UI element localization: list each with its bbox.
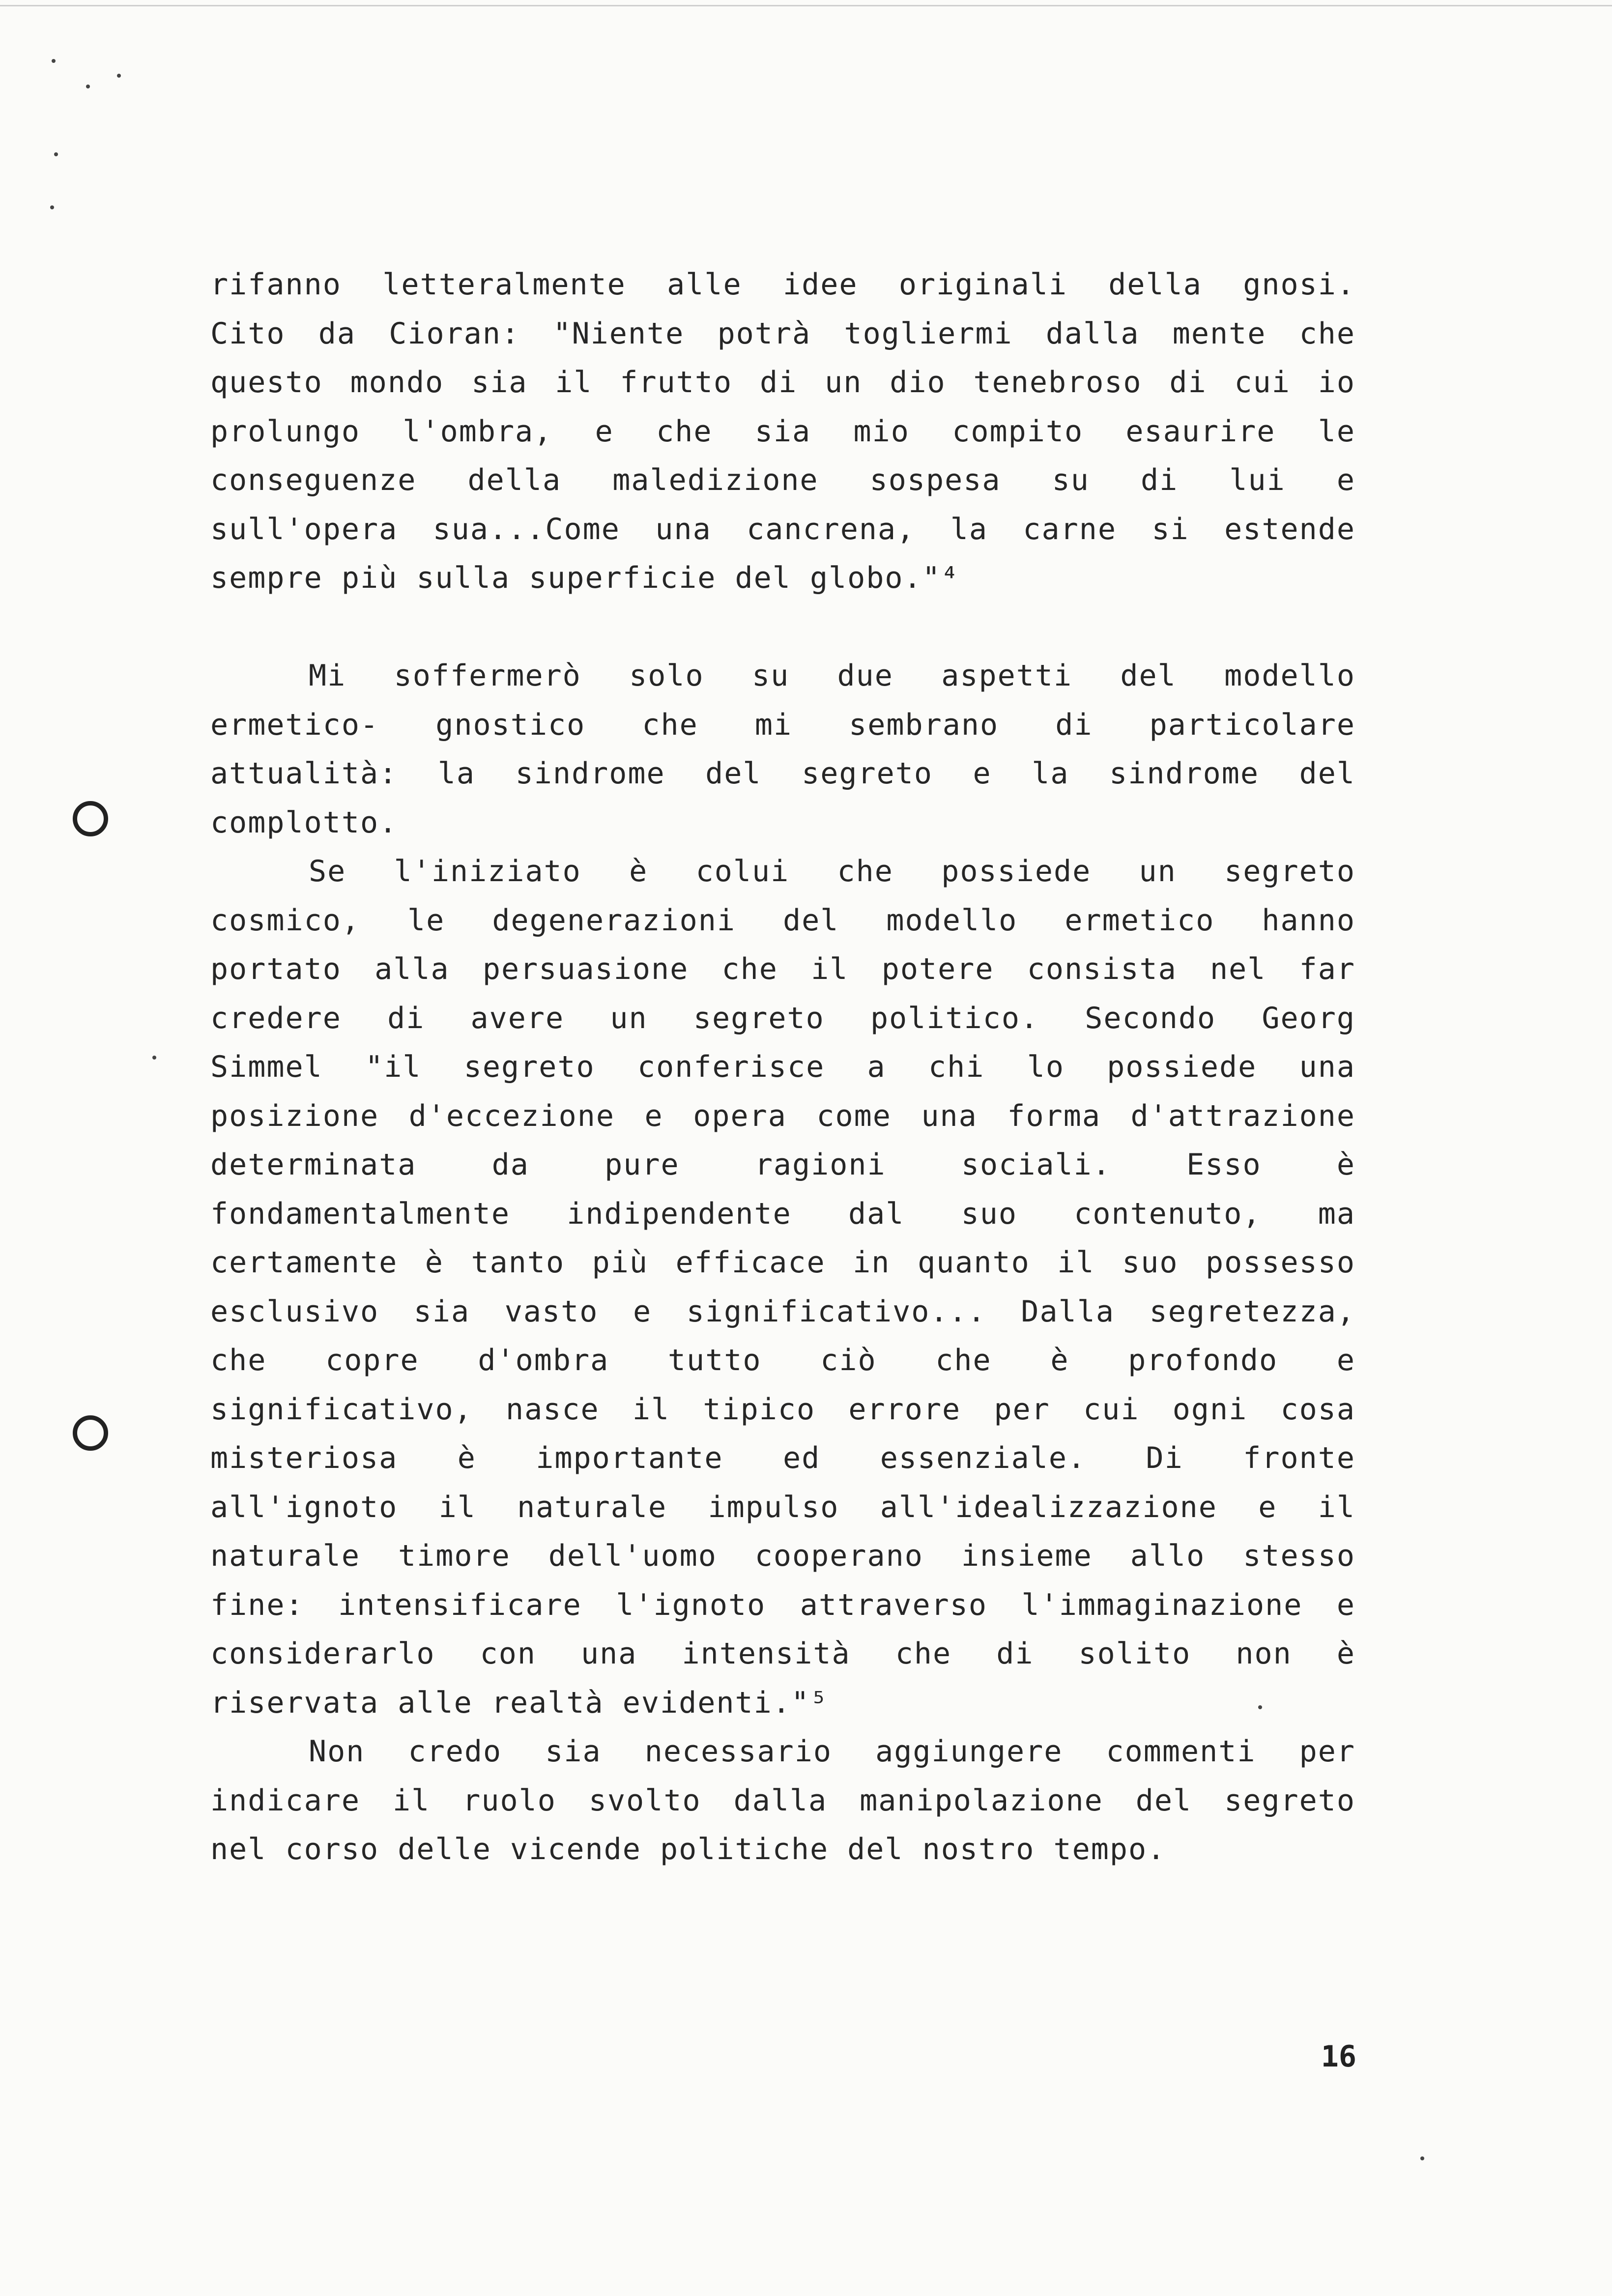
text-line: sempre più sulla superficie del globo."⁴ bbox=[210, 561, 960, 595]
scan-speck bbox=[117, 74, 121, 78]
punch-hole-lower bbox=[73, 1415, 108, 1451]
top-edge-rule bbox=[0, 5, 1612, 6]
scan-speck bbox=[54, 152, 58, 156]
text-line: Cito da Cioran: "Niente potrà togliermi dalla mente che bbox=[210, 316, 1355, 351]
text-line: Non credo sia necessario aggiungere commenti per bbox=[309, 1734, 1355, 1769]
scan-speck bbox=[52, 59, 56, 63]
text-line: posizione d'eccezione e opera come una forma d'attrazione bbox=[210, 1098, 1355, 1133]
text-line: nel corso delle vicende politiche del nostro tempo. bbox=[210, 1832, 1166, 1866]
text-line: prolungo l'ombra, e che sia mio compito esaurire le bbox=[210, 414, 1355, 449]
paragraph-gap bbox=[210, 603, 1355, 652]
body-text bbox=[210, 260, 1355, 1874]
text-line: naturale timore dell'uomo cooperano insieme allo stesso bbox=[210, 1539, 1355, 1573]
text-line: complotto. bbox=[210, 805, 398, 840]
text-line: che copre d'ombra tutto ciò che è profondo e bbox=[210, 1343, 1355, 1378]
text-line: attualità: la sindrome del segreto e la sindrome del bbox=[210, 756, 1355, 791]
text-line: portato alla persuasione che il potere consista nel far bbox=[210, 952, 1355, 986]
text-line: determinata da pure ragioni sociali. Esso è bbox=[210, 1148, 1355, 1182]
scan-speck bbox=[1420, 2156, 1424, 2160]
text-line: Simmel "il segreto conferisce a chi lo possiede una bbox=[210, 1050, 1355, 1084]
text-line: Se l'iniziato è colui che possiede un segreto bbox=[309, 854, 1355, 889]
punch-hole-upper bbox=[73, 801, 108, 836]
text-line: esclusivo sia vasto e significativo... Dalla segretezza, bbox=[210, 1294, 1355, 1329]
text-line: fine: intensificare l'ignoto attraverso l'immaginazione e bbox=[210, 1587, 1355, 1622]
text-line: credere di avere un segreto politico. Secondo Georg bbox=[210, 1001, 1355, 1035]
text-line: cosmico, le degenerazioni del modello ermetico hanno bbox=[210, 903, 1355, 938]
scan-speck bbox=[50, 205, 54, 209]
text-line: fondamentalmente indipendente dal suo contenuto, ma bbox=[210, 1196, 1355, 1231]
text-line: all'ignoto il naturale impulso all'idealizzazione e il bbox=[210, 1490, 1355, 1524]
text-line: significativo, nasce il tipico errore per cui ogni cosa bbox=[210, 1392, 1355, 1427]
scan-speck bbox=[86, 85, 90, 88]
text-line: ermetico- gnostico che mi sembrano di particolare bbox=[210, 707, 1355, 742]
text-line: certamente è tanto più efficace in quanto il suo possesso bbox=[210, 1245, 1355, 1280]
text-line: riservata alle realtà evidenti."⁵ bbox=[210, 1685, 829, 1720]
text-line: considerarlo con una intensità che di solito non è bbox=[210, 1636, 1355, 1671]
page-number: 16 bbox=[1321, 2039, 1356, 2074]
text-line: questo mondo sia il frutto di un dio tenebroso di cui io bbox=[210, 365, 1355, 400]
text-line: indicare il ruolo svolto dalla manipolazione del segreto bbox=[210, 1783, 1355, 1818]
text-line: sull'opera sua...Come una cancrena, la carne si estende bbox=[210, 512, 1355, 546]
text-line: rifanno letteralmente alle idee originali della gnosi. bbox=[210, 267, 1355, 302]
text-line: Mi soffermerò solo su due aspetti del modello bbox=[309, 659, 1355, 693]
scan-speck bbox=[152, 1056, 156, 1060]
text-line: misteriosa è importante ed essenziale. Di fronte bbox=[210, 1441, 1355, 1475]
text-line: conseguenze della maledizione sospesa su di lui e bbox=[210, 463, 1355, 497]
